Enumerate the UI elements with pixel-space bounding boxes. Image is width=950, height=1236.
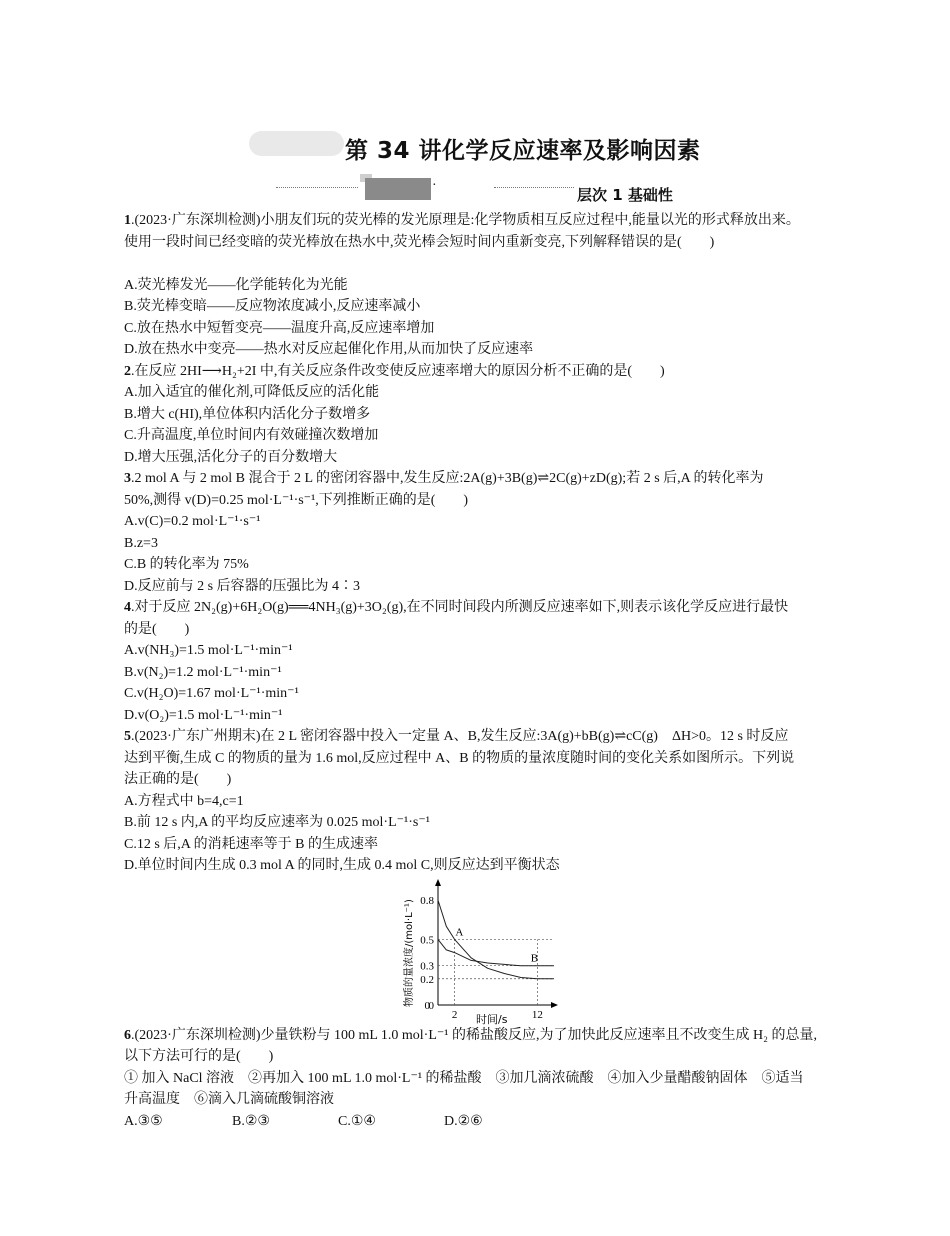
y-tick-label: 0.3 <box>420 960 434 973</box>
q2-option-d: D.增大压强,活化分子的百分数增大 <box>124 449 338 465</box>
x-tick-label: 2 <box>451 1008 458 1021</box>
annotation-a: A <box>455 926 464 939</box>
dotted-rule-right <box>494 187 574 188</box>
x-tick-label: 12 <box>531 1008 543 1021</box>
y-tick-label: 0.5 <box>420 933 434 946</box>
q4-option-b: B.v(N₂)=1.2 mol·L⁻¹·min⁻¹ <box>124 664 282 680</box>
banner-block <box>365 178 431 200</box>
q6-methods-cont: 升高温度 ⑥滴入几滴硫酸铜溶液 <box>124 1092 334 1107</box>
page-title: 第 34 讲化学反应速率及影响因素 <box>345 138 701 164</box>
q1-option-b: B.荧光棒变暗——反应物浓度减小,反应速率减小 <box>124 299 421 314</box>
q1-stem: 1.(2023·广东深圳检测)小朋友们玩的荧光棒的发光原理是:化学物质相互反应过程中,能量以光的形式释放出来。 <box>124 213 800 228</box>
concentration-chart <box>400 877 560 1025</box>
q3-option-d: D.反应前与 2 s 后容器的压强比为 4∶3 <box>124 578 361 594</box>
y-tick-label: 0 <box>428 999 434 1012</box>
title-decoration <box>249 131 344 156</box>
q5-option-c: C.12 s 后,A 的消耗速率等于 B 的生成速率 <box>124 836 378 852</box>
q4-option-c: C.v(H₂O)=1.67 mol·L⁻¹·min⁻¹ <box>124 686 299 701</box>
q5-option-b: B.前 12 s 内,A 的平均反应速率为 0.025 mol·L⁻¹·s⁻¹ <box>124 815 430 830</box>
q3-stem-cont: 50%,测得 v(D)=0.25 mol·L⁻¹·s⁻¹,下列推断正确的是( ) <box>124 492 469 508</box>
q5-stem-cont: 达到平衡,生成 C 的物质的量为 1.6 mol,反应过程中 A、B 的物质的量浓度随时间的变化关系如图所示。下列说 <box>124 750 795 766</box>
q6-methods: ① 加入 NaCl 溶液 ②再加入 100 mL 1.0 mol·L⁻¹ 的稀盐酸 ③加几滴浓硫酸 ④加入少量醋酸钠固体 ⑤适当 <box>124 1070 804 1086</box>
q6-option-d: D.②⑥ <box>444 1113 483 1129</box>
q5-option-d: D.单位时间内生成 0.3 mol A 的同时,生成 0.4 mol C,则反应达到平衡状态 <box>124 858 560 873</box>
q1-option-d: D.放在热水中变亮——热水对反应起催化作用,从而加快了反应速率 <box>124 342 534 357</box>
dotted-rule-left <box>276 187 358 188</box>
q5-option-a: A.方程式中 b=4,c=1 <box>124 793 244 809</box>
y-axis-label: 物质的量浓度/(mol·L⁻¹) <box>404 898 415 1007</box>
question-list <box>124 210 836 1132</box>
section-banner <box>274 172 914 202</box>
x-axis-label: 时间/s <box>476 1012 508 1025</box>
q1-stem-cont: 使用一段时间已经变暗的荧光棒放在热水中,荧光棒会短时间内重新变亮,下列解释错误的是( ) <box>124 234 715 250</box>
q6-option-a: A.③⑤ <box>124 1113 163 1129</box>
annotation-b: B <box>530 952 539 965</box>
q2-option-c: C.升高温度,单位时间内有效碰撞次数增加 <box>124 428 379 443</box>
y-tick-label: 0.8 <box>420 894 434 907</box>
origin-label: 0 <box>424 999 430 1012</box>
y-axis-arrow <box>435 879 441 886</box>
q4-stem: 4.对于反应 2N₂(g)+6H₂O(g)══4NH₃(g)+3O₂(g),在不同时间段内所测反应速率如下,则表示该化学反应进行最快 <box>124 600 789 615</box>
q5-stem-cont2: 法正确的是( ) <box>124 772 232 787</box>
q3-option-c: C.B 的转化率为 75% <box>124 557 249 572</box>
level-heading: 层次 1 基础性 <box>577 186 673 204</box>
banner-dot: · <box>432 178 437 193</box>
q6-stem-cont: 以下方法可行的是( ) <box>124 1049 274 1064</box>
q1-option-a: A.荧光棒发光——化学能转化为光能 <box>124 277 348 293</box>
q6-stem: 6.(2023·广东深圳检测)少量铁粉与 100 mL 1.0 mol·L⁻¹ 的稀盐酸反应,为了加快此反应速率且不改变生成 H₂ 的总量, <box>124 1027 817 1043</box>
q4-option-d: D.v(O₂)=1.5 mol·L⁻¹·min⁻¹ <box>124 707 283 723</box>
q1-option-c: C.放在热水中短暂变亮——温度升高,反应速率增加 <box>124 320 435 336</box>
q2-stem: 2.在反应 2HI⟶H₂+2I 中,有关反应条件改变使反应速率增大的原因分析不正确的是( ) <box>124 363 665 379</box>
q6-option-c: C.①④ <box>338 1113 376 1129</box>
x-axis-arrow <box>551 1002 558 1008</box>
q6-option-b: B.②③ <box>232 1113 270 1129</box>
q4-stem-cont: 的是( ) <box>124 621 190 637</box>
q5-figure <box>124 877 836 1025</box>
q2-option-a: A.加入适宜的催化剂,可降低反应的活化能 <box>124 385 380 400</box>
q5-stem: 5.(2023·广东广州期末)在 2 L 密闭容器中投入一定量 A、B,发生反应:3A(g)+bB(g)⇌cC(g) ΔH>0。12 s 时反应 <box>124 729 789 744</box>
q3-stem: 3.2 mol A 与 2 mol B 混合于 2 L 的密闭容器中,发生反应:2A(g)+3B(g)⇌2C(g)+zD(g);若 2 s 后,A 的转化率为 <box>124 471 764 486</box>
y-tick-label: 0.2 <box>420 973 434 986</box>
q4-option-a: A.v(NH₃)=1.5 mol·L⁻¹·min⁻¹ <box>124 643 293 658</box>
q2-option-b: B.增大 c(HI),单位体积内活化分子数增多 <box>124 406 371 422</box>
q6-options <box>124 1111 836 1133</box>
q3-option-a: A.v(C)=0.2 mol·L⁻¹·s⁻¹ <box>124 514 261 529</box>
q3-option-b: B.z=3 <box>124 535 158 551</box>
